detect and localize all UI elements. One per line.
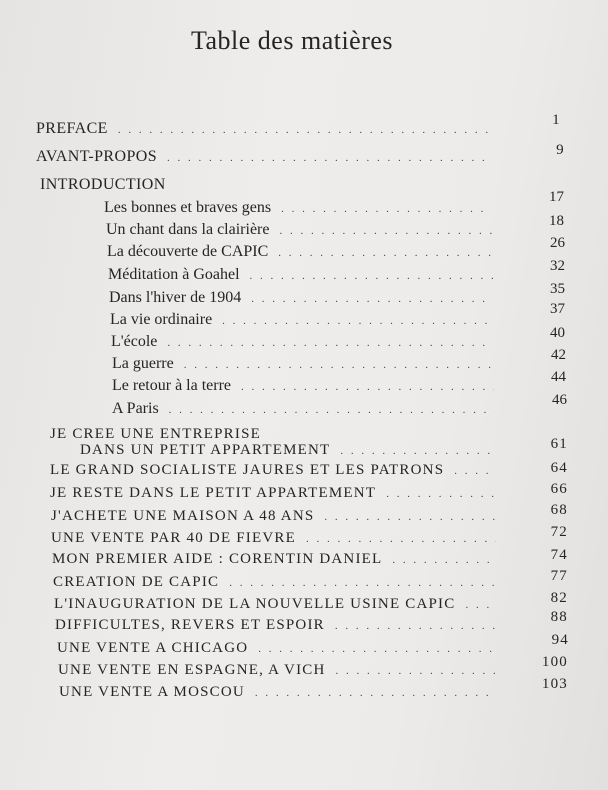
entry-label: UNE VENTE A MOSCOU [59, 684, 245, 700]
entry-label: La guerre [112, 355, 174, 372]
leader-dots [169, 404, 495, 416]
page-number: 44 [551, 369, 566, 385]
leader-dots [340, 445, 496, 457]
entry-label: La vie ordinaire [110, 311, 213, 328]
toc-entry [59, 676, 568, 701]
entry-label: UNE VENTE EN ESPAGNE, A VICH [58, 662, 326, 678]
page-number: 32 [550, 258, 565, 274]
page-number: 1 [552, 112, 560, 128]
entry-label: DANS UN PETIT APPARTEMENT [80, 442, 331, 458]
leader-dots [222, 315, 493, 327]
page-number: 72 [550, 524, 568, 540]
leader-dots [386, 488, 496, 500]
entry-label: L'INAUGURATION DE LA NOUVELLE USINE CAPIC [54, 596, 456, 612]
entry-label: MON PREMIER AIDE : CORENTIN DANIEL [52, 551, 383, 567]
entry-label: J'ACHETE UNE MAISON A 48 ANS [51, 508, 315, 524]
page-number: 74 [550, 547, 568, 563]
leader-dots [279, 225, 492, 237]
toc-entry [112, 369, 566, 395]
page-number: 103 [541, 676, 568, 692]
page-number: 94 [551, 632, 569, 648]
toc-entry [55, 609, 568, 634]
leader-dots [251, 293, 493, 305]
leader-dots [278, 247, 493, 259]
toc-entry [109, 281, 565, 307]
toc-entry [54, 590, 568, 613]
toc-entry [112, 347, 566, 373]
leader-dots [184, 359, 494, 371]
leader-dots [250, 270, 493, 282]
entry-label: Les bonnes et braves gens [104, 199, 272, 216]
entry-label: La découverte de CAPIC [107, 243, 269, 260]
toc-entry-introduction [40, 176, 166, 194]
leader-dots [454, 465, 496, 477]
toc-entry [111, 325, 565, 351]
page-number: 18 [549, 213, 564, 229]
entry-label: UNE VENTE A CHICAGO [57, 640, 249, 656]
toc-entry [110, 301, 565, 329]
leader-dots [336, 665, 496, 677]
page-number: 68 [550, 502, 568, 518]
leader-dots [258, 643, 497, 655]
leader-dots [306, 533, 496, 545]
entry-label: L'école [111, 333, 158, 350]
toc-entry [52, 547, 568, 568]
page-number: 42 [551, 347, 566, 363]
toc-entry [108, 258, 565, 284]
page-number: 61 [550, 436, 568, 452]
page-number: 40 [550, 325, 565, 341]
toc-entry-line1: JE CREE UNE ENTREPRISE [50, 426, 261, 442]
toc-entry [112, 392, 567, 418]
entry-label: CREATION DE CAPIC [53, 574, 220, 590]
toc-entry [50, 481, 568, 502]
leader-dots [118, 124, 488, 136]
leader-dots [167, 337, 493, 349]
entry-label: Un chant dans la clairière [106, 221, 270, 238]
toc-entry [106, 213, 564, 239]
page-number: 26 [550, 235, 565, 251]
leader-dots [392, 554, 496, 566]
page-number: 77 [550, 568, 568, 584]
leader-dots [229, 577, 496, 589]
entry-label: A Paris [112, 400, 159, 417]
toc-entry [80, 436, 568, 459]
entry-label: UNE VENTE PAR 40 DE FIEVRE [51, 530, 296, 546]
entry-label: Dans l'hiver de 1904 [109, 289, 242, 306]
entry-label: Le retour à la terre [112, 377, 232, 394]
toc-entry [51, 502, 568, 525]
leader-dots [281, 203, 492, 215]
toc-entry [53, 568, 568, 591]
toc-entry [104, 189, 564, 217]
entry-label: Méditation à Goahel [108, 266, 240, 283]
page-number: 82 [550, 590, 568, 606]
toc-entry [57, 632, 569, 657]
leader-dots [324, 511, 496, 523]
toc-entry [50, 460, 568, 479]
entry-label: AVANT-PROPOS [36, 148, 158, 165]
page-number: 35 [550, 281, 565, 297]
leader-dots [335, 620, 496, 632]
toc-entry-preface [36, 112, 560, 138]
leader-dots [241, 381, 494, 393]
page-number: 9 [556, 142, 564, 158]
leader-dots [167, 152, 492, 164]
leader-dots [465, 599, 496, 611]
page-number: 66 [550, 481, 568, 497]
page-number: 37 [550, 301, 565, 317]
entry-label: LE GRAND SOCIALISTE JAURES ET LES PATRONS [50, 462, 445, 478]
toc-entry [107, 235, 565, 261]
toc-entry [58, 654, 568, 679]
page-number: 64 [550, 460, 568, 476]
entry-label: JE RESTE DANS LE PETIT APPARTEMENT [50, 485, 377, 501]
toc-entry [51, 524, 568, 547]
page-title: Table des matières [190, 26, 394, 55]
leader-dots [255, 687, 496, 699]
entry-label: INTRODUCTION [40, 176, 166, 193]
toc-entry-avant-propos [36, 142, 564, 166]
page-number: 17 [549, 189, 564, 205]
entry-label: DIFFICULTES, REVERS ET ESPOIR [55, 617, 325, 633]
page-number: 100 [541, 654, 568, 670]
page-number: 88 [550, 609, 568, 625]
page-number: 46 [552, 392, 567, 408]
entry-label: PREFACE [36, 120, 108, 137]
